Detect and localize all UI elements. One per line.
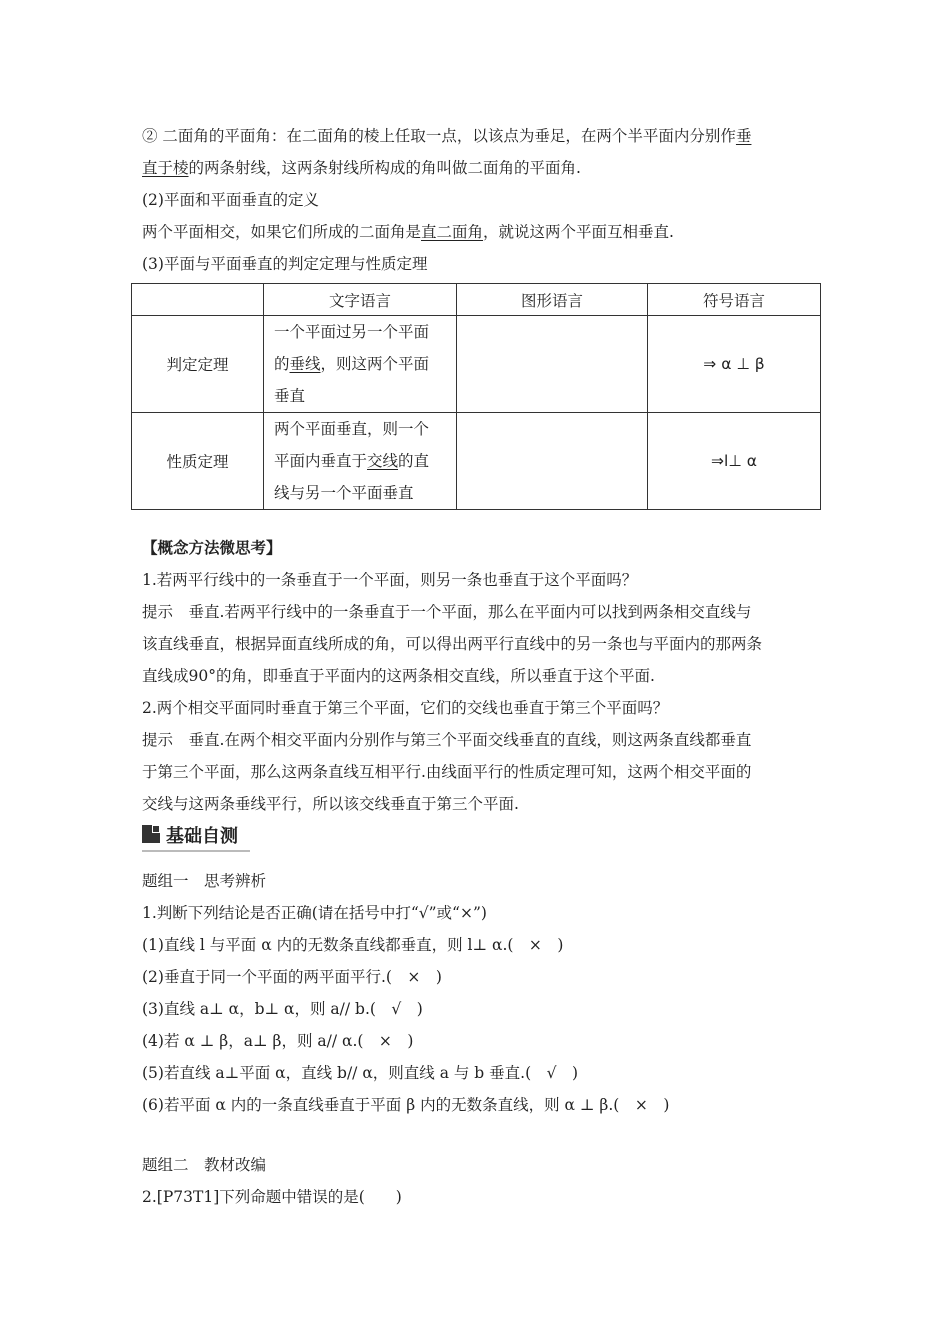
subheading: (2)平面和平面垂直的定义 [142, 191, 319, 209]
think-line: 提示 垂直.在两个相交平面内分别作与第三个平面交线垂直的直线，则这两条直线都垂直 [142, 731, 752, 749]
symbol-cell: ⇒l⊥ α [648, 413, 821, 510]
text: 的两条射线，这两条射线所构成的角叫做二面角的平面角. [188, 159, 581, 177]
subheading: (3)平面与平面垂直的判定定理与性质定理 [142, 255, 428, 273]
underlined-text: 垂线 [289, 355, 321, 373]
text: 平面内垂直于 [274, 452, 368, 470]
text: ② 二面角的平面角：在二面角的棱上任取一点，以该点为垂足，在两个半平面内分别作 [142, 127, 736, 145]
theorem-table [131, 283, 821, 510]
text: 两个平面相交，如果它们所成的二面角是 [142, 223, 422, 241]
header-cell: 文字语言 [264, 284, 457, 316]
think-line: 交线与这两条垂线平行，所以该交线垂直于第三个平面. [142, 795, 519, 813]
underlined-text: 垂 [735, 127, 752, 145]
question-line: (2)垂直于同一个平面的两平面平行.( × ) [142, 968, 442, 986]
underlined-text: 直于棱 [142, 159, 189, 177]
symbol-cell: ⇒ α ⊥ β [648, 316, 821, 413]
think-line: 直线成90°的角，即垂直于平面内的这两条相交直线，所以垂直于这个平面. [142, 667, 655, 685]
cell-line [274, 445, 446, 477]
think-line: 1.若两平行线中的一条垂直于一个平面，则另一条也垂直于这个平面吗？ [142, 571, 638, 589]
think-line: 2.两个相交平面同时垂直于第三个平面，它们的交线也垂直于第三个平面吗？ [142, 699, 669, 717]
think-line: 提示 垂直.若两平行线中的一条垂直于一个平面，那么在平面内可以找到两条相交直线与 [142, 603, 752, 621]
text: ，则这两个平面 [320, 355, 430, 373]
underlined-text: 交线 [367, 452, 399, 470]
underlined-text: 直二面角 [421, 223, 484, 241]
definition-line [142, 222, 674, 242]
think-line: 该直线垂直，根据异面直线所成的角，可以得出两平行直线中的另一条也与平面内的那两条 [142, 635, 763, 653]
text: ，就说这两个平面互相垂直. [483, 223, 674, 241]
paragraph-line [142, 126, 751, 146]
table-row [132, 413, 821, 510]
text-language-cell [264, 413, 457, 510]
question-line: (1)直线 l 与平面 α 内的无数条直线都垂直，则 l⊥ α.( × ) [142, 936, 564, 954]
question-line: (6)若平面 α 内的一条直线垂直于平面 β 内的无数条直线，则 α ⊥ β.( × ) [142, 1096, 670, 1114]
cell-line [274, 348, 446, 380]
row-label: 性质定理 [132, 413, 264, 510]
cell-line: 垂直 [274, 387, 306, 405]
group-heading: 题组二 教材改编 [142, 1156, 267, 1174]
section-marker-icon [142, 825, 160, 843]
cell-line: 一个平面过另一个平面 [274, 323, 430, 341]
group-heading: 题组一 思考辨析 [142, 872, 267, 890]
cell-line: 线与另一个平面垂直 [274, 484, 414, 502]
figure-cell [457, 316, 648, 413]
section-header [142, 820, 250, 852]
header-cell: 图形语言 [457, 284, 648, 316]
think-line: 于第三个平面，那么这两条直线互相平行.由线面平行的性质定理可知，这两个相交平面的 [142, 763, 752, 781]
table-row [132, 316, 821, 413]
text-language-cell [264, 316, 457, 413]
question-line: (4)若 α ⊥ β，a⊥ β，则 a// α.( × ) [142, 1032, 414, 1050]
row-label: 判定定理 [132, 316, 264, 413]
header-cell: 符号语言 [648, 284, 821, 316]
question-line: 2.[P73T1]下列命题中错误的是( ) [142, 1188, 402, 1206]
text: 的直 [398, 452, 430, 470]
think-heading: 【概念方法微思考】 [142, 538, 282, 557]
question-line: (5)若直线 a⊥平面 α，直线 b// α，则直线 a 与 b 垂直.( √ ) [142, 1064, 579, 1082]
paragraph-line [142, 158, 581, 178]
cell-line: 两个平面垂直，则一个 [274, 420, 430, 438]
table-header-row [132, 284, 821, 316]
text: 的 [274, 355, 290, 373]
section-title: 基础自测 [166, 826, 238, 847]
question-line: (3)直线 a⊥ α，b⊥ α，则 a// b.( √ ) [142, 1000, 423, 1018]
header-cell [132, 284, 264, 316]
question-line: 1.判断下列结论是否正确(请在括号中打“√”或“×”) [142, 904, 487, 922]
figure-cell [457, 413, 648, 510]
